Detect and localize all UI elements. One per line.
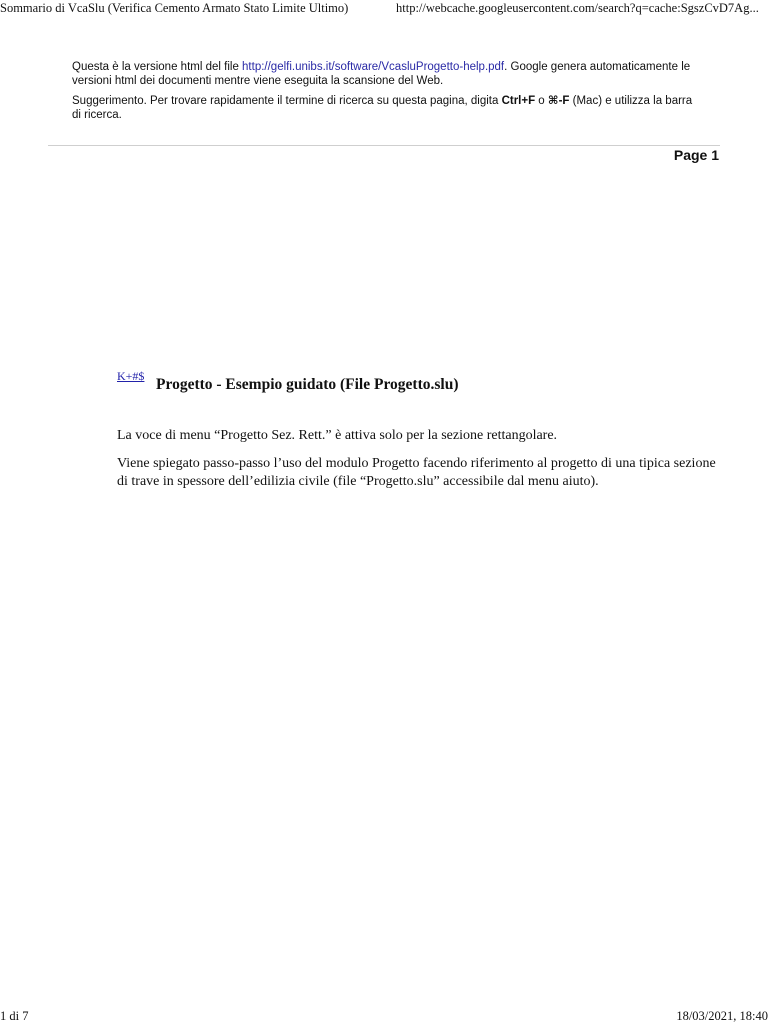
cache-notice-suffix: . Google genera automaticamente le versioni html dei documenti mentre viene eseguita la scansione del Web.	[72, 61, 691, 87]
document-title: Progetto - Esempio guidato (File Progetto.slu)	[156, 376, 459, 393]
footnote-link[interactable]: K+#$	[117, 369, 145, 383]
print-header	[0, 0, 768, 16]
shortcut-ctrl-f: Ctrl+F	[501, 95, 536, 107]
shortcut-cmd-f: ⌘-F	[547, 95, 570, 107]
print-footer	[0, 1008, 768, 1024]
print-header-title: Sommario di VcaSlu (Verifica Cemento Armato Stato Limite Ultimo)	[0, 1, 349, 15]
cache-notice	[72, 60, 702, 128]
print-footer-datetime: 18/03/2021, 18:40	[676, 1009, 768, 1023]
document-body	[117, 427, 717, 501]
paragraph-description: Viene spiegato passo-passo l’uso del modulo Progetto facendo riferimento al progetto di una tipica sezione di trave in spessore dell’edilizia civile (file “Progetto.slu” accessibile dal menu aiuto).	[117, 456, 716, 489]
tip-suffix: (Mac) e utilizza la barra di ricerca.	[72, 95, 693, 121]
cache-notice-prefix: Questa è la versione html del file	[72, 61, 243, 73]
page-number-label: Page 1	[673, 147, 719, 163]
header-divider	[48, 145, 720, 146]
print-footer-page-count: 1 di 7	[0, 1009, 29, 1023]
tip-or: o	[535, 95, 548, 107]
tip-prefix: Suggerimento. Per trovare rapidamente il termine di ricerca su questa pagina, digita	[72, 95, 502, 107]
source-file-link[interactable]: http://gelfi.unibs.it/software/VcasluProgetto-help.pdf	[242, 61, 505, 73]
cache-notice-tip	[72, 94, 702, 122]
print-header-url: http://webcache.googleusercontent.com/search?q=cache:SgszCvD7Ag...	[396, 1, 759, 15]
cache-notice-source	[72, 60, 702, 88]
paragraph-menu-note: La voce di menu “Progetto Sez. Rett.” è attiva solo per la sezione rettangolare.	[117, 428, 558, 443]
